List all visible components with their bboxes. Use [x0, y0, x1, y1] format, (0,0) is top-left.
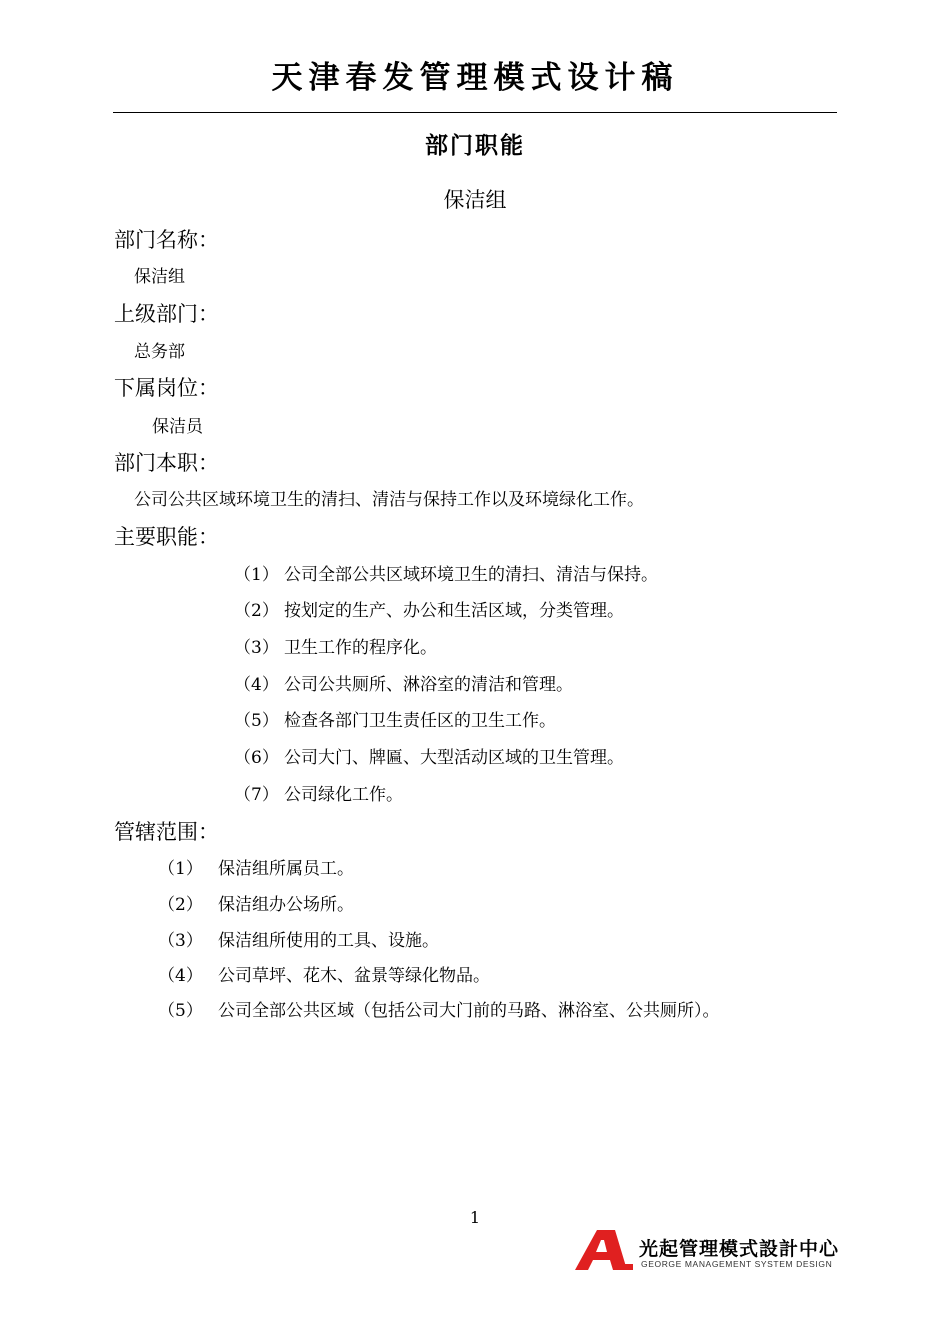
section-heading-positions: 下属岗位： — [114, 376, 219, 400]
list-item-text: 检查各部门卫生责任区的卫生工作。 — [284, 711, 556, 731]
section-heading-parent: 上级部门： — [114, 302, 219, 326]
list-item-number: （2） — [234, 601, 279, 621]
list-item-number: （1） — [158, 859, 203, 879]
list-item-number: （4） — [158, 966, 203, 986]
list-item-text: 公司大门、牌匾、大型活动区域的卫生管理。 — [284, 748, 624, 768]
list-item-text: 公司公共厕所、淋浴室的清洁和管理。 — [284, 675, 573, 695]
header-rule — [113, 112, 837, 113]
list-item-text: 卫生工作的程序化。 — [284, 638, 437, 658]
list-item-text: 公司全部公共区域环境卫生的清扫、清洁与保持。 — [284, 565, 658, 585]
section-value-duty: 公司公共区域环境卫生的清扫、清洁与保持工作以及环境绿化工作。 — [134, 490, 644, 510]
section-value-positions: 保洁员 — [152, 417, 203, 437]
logo-chinese-name: 光起管理模式設計中心 — [639, 1238, 840, 1260]
section-value-name: 保洁组 — [134, 267, 185, 287]
list-item-number: （3） — [234, 638, 279, 658]
list-item-number: （7） — [234, 785, 279, 805]
section-heading-duty: 部门本职： — [114, 451, 219, 475]
list-item-text: 公司绿化工作。 — [284, 785, 403, 805]
section-heading-name: 部门名称： — [114, 228, 219, 252]
footer-logo — [575, 1226, 845, 1274]
header-title: 天津春发管理模式设计稿 — [271, 60, 679, 96]
document-subtitle: 保洁组 — [443, 188, 507, 212]
list-item-number: （6） — [234, 748, 279, 768]
list-item-text: 保洁组办公场所。 — [218, 895, 354, 915]
red-a-logo-mark-icon — [575, 1230, 633, 1270]
list-item-text: 公司全部公共区域（包括公司大门前的马路、淋浴室、公共厕所）。 — [218, 1001, 720, 1021]
list-item-number: （1） — [234, 565, 279, 585]
list-item-text: 按划定的生产、办公和生活区域，分类管理。 — [284, 601, 624, 621]
page-number: 1 — [469, 1208, 481, 1227]
section-heading-functions: 主要职能： — [114, 525, 219, 549]
list-item-number: （3） — [158, 931, 203, 951]
list-item-text: 保洁组所使用的工具、设施。 — [218, 931, 439, 951]
logo-english-name: GEORGE MANAGEMENT SYSTEM DESIGN — [641, 1259, 833, 1269]
list-item-number: （2） — [158, 895, 203, 915]
document-title: 部门职能 — [425, 133, 525, 159]
list-item-number: （5） — [234, 711, 279, 731]
section-heading-scope: 管辖范围： — [114, 820, 219, 844]
list-item-text: 公司草坪、花木、盆景等绿化物品。 — [218, 966, 490, 986]
list-item-number: （4） — [234, 675, 279, 695]
list-item-text: 保洁组所属员工。 — [218, 859, 354, 879]
section-value-parent: 总务部 — [134, 342, 185, 362]
list-item-number: （5） — [158, 1001, 203, 1021]
